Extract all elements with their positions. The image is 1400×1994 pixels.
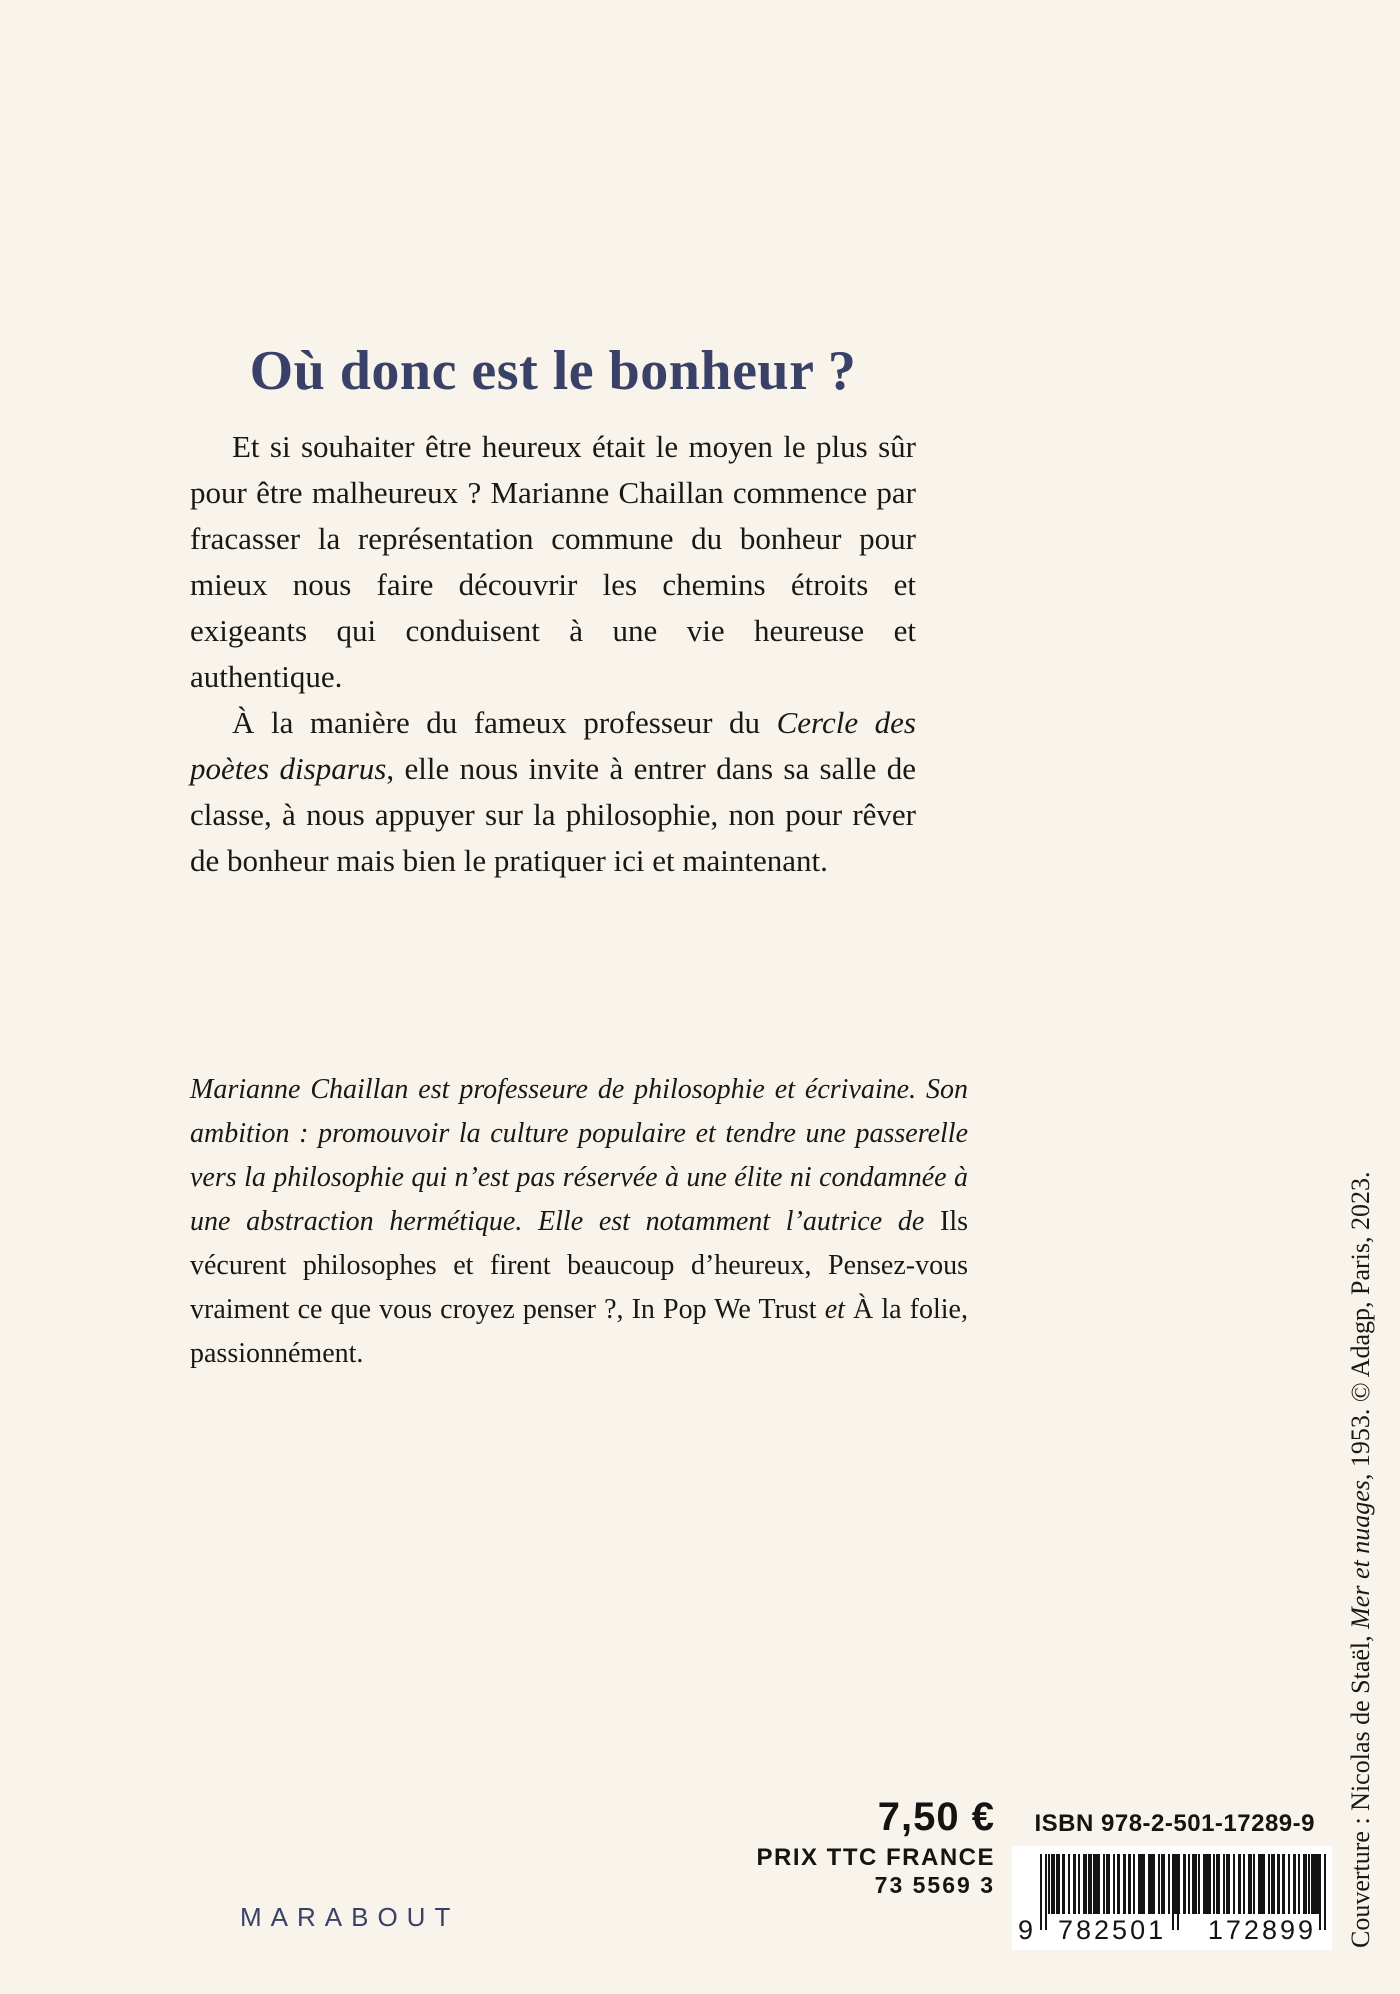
barcode-guard-icon bbox=[1319, 1854, 1326, 1930]
author-bio: Marianne Chaillan est professeure de philosophie et écrivaine. Son ambition : promouvoir la culture populaire et tendre une passerelle vers la philosophie qui n’est pas réservée à une élite ni condamnée à une abstraction hermétique. Elle est notamment l’autrice de Ils vécurent philosophes et firent beaucoup d’heureux, Pensez-vous vraiment ce que vous croyez penser ?, In Pop We Trust et À la folie, passionnément. bbox=[190, 1074, 968, 1369]
barcode-bars bbox=[1048, 1854, 1320, 1914]
barcode-lead-digit: 9 bbox=[1018, 1915, 1034, 1945]
synopsis-paragraph: Et si souhaiter être heureux était le moyen le plus sûr pour être malheureux ? Marianne Chaillan commence par fracasser la représentation commune du bonheur pour mieux nous faire découvrir les chemins étroits et exigeants qui conduisent à une vie heureuse et authentique. bbox=[190, 429, 916, 694]
barcode-digit-group: 172899 bbox=[1207, 1915, 1316, 1945]
price-label: PRIX TTC FRANCE bbox=[756, 1844, 995, 1871]
barcode-digits bbox=[1058, 1915, 1316, 1946]
ean-barcode bbox=[1012, 1846, 1332, 1950]
synopsis bbox=[190, 424, 916, 884]
synopsis-paragraph: À la manière du fameux professeur du Cercle des poètes disparus, elle nous invite à entrer dans sa salle de classe, à nous appuyer sur la philosophie, non pour rêver de bonheur mais bien le pratiquer ici et maintenant. bbox=[190, 705, 916, 878]
isbn-number: ISBN 978-2-501-17289-9 bbox=[1034, 1810, 1315, 1837]
price-code: 73 5569 3 bbox=[874, 1872, 995, 1898]
barcode-guard-icon bbox=[1040, 1854, 1047, 1930]
price: 7,50 € bbox=[877, 1795, 995, 1839]
cover-art-credit: Couverture : Nicolas de Staël, Mer et nuages, 1953. © Adagp, Paris, 2023. bbox=[1346, 1171, 1375, 1948]
page-title: Où donc est le bonheur ? bbox=[249, 339, 857, 402]
price-block bbox=[757, 1794, 996, 1898]
barcode-digit-group: 782501 bbox=[1058, 1915, 1167, 1945]
publisher-logo: MARABOUT bbox=[240, 1902, 460, 1932]
